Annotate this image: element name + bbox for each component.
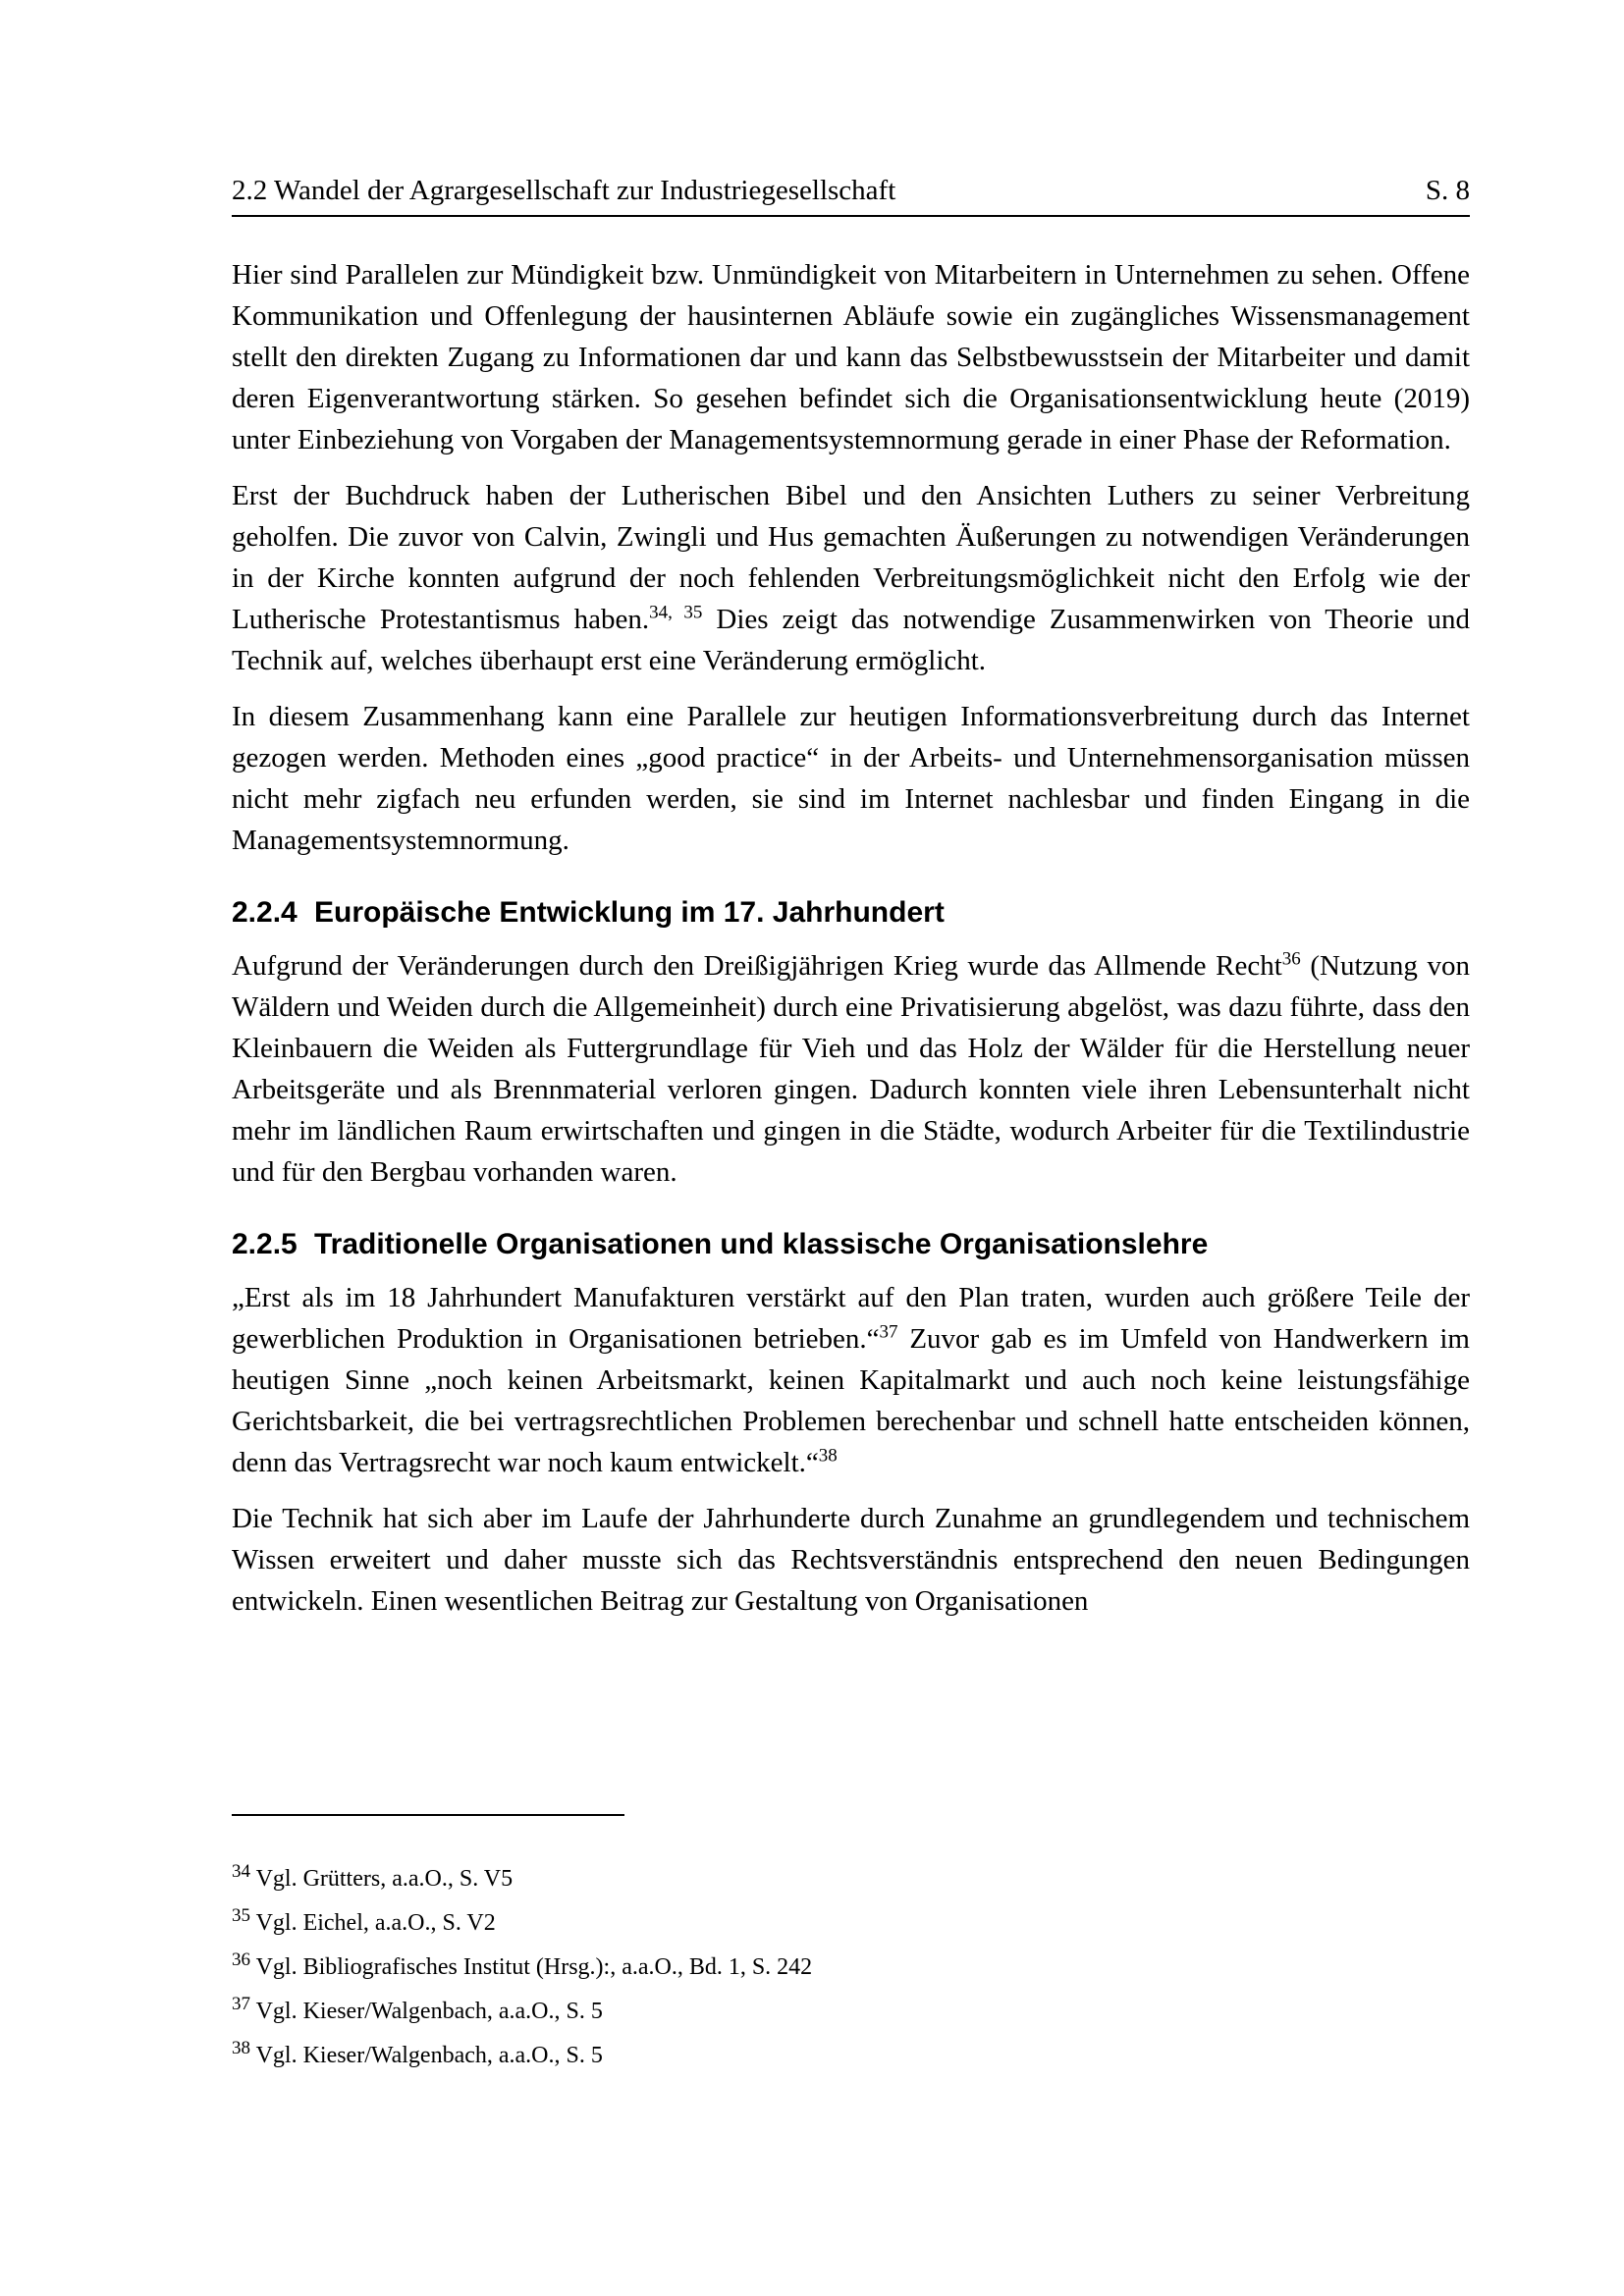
- footnotes-list: [232, 1857, 1470, 2078]
- footnote-separator: [232, 1814, 624, 1816]
- footnote: $^{35}$ Vgl. Eichel, a.a.O., S. V2: [232, 1905, 496, 1936]
- header-page-number: S. 8: [1425, 175, 1470, 206]
- footnote: $^{37}$ Vgl. Kieser/Walgenbach, a.a.O., S. 5: [232, 1994, 603, 2024]
- footnote-number: 38: [232, 2038, 250, 2058]
- footnote-number: 35: [232, 1905, 250, 1926]
- footnote-reference: 34, 35: [649, 602, 703, 623]
- paragraph: „Erst als im 18 Jahrhundert Manufakturen verstärkt auf den Plan traten, wurden auch größere Teile der gewerblichen Produktion in Organisationen betrieben.“$^{37}$ Zuvor gab es im Umfeld von Handwerkern im heutigen Sinne „noch keinen Arbeitsmarkt, keinen Kapitalmarkt und auch noch keine leistungsfähige Gerichtsbarkeit, die bei vertragsrechtlichen Problemen berechenbar und schnell hatte entscheiden können, denn das Vertragsrecht war noch kaum entwickelt.“$^{38}$: [232, 1282, 1470, 1478]
- footnote-reference: 37: [879, 1321, 898, 1343]
- footnote-reference: 38: [818, 1445, 838, 1467]
- document-page: [232, 175, 1470, 1636]
- footnote-number: 37: [232, 1994, 250, 2014]
- paragraph: Aufgrund der Veränderungen durch den Dreißigjährigen Krieg wurde das Allmende Recht$^{36}$ (Nutzung von Wäldern und Weiden durch die Allgemeinheit) durch eine Privatisierung abgelöst, was dazu führte, dass den Kleinbauern die Weiden als Futtergrundlage für Vieh und das Holz der Wälder für die Herstellung neuer Arbeitsgeräte und als Brennmaterial verloren gingen. Dadurch konnten viele ihren Lebensunterhalt nicht mehr im ländlichen Raum erwirtschaften und gingen in die Städte, wodurch Arbeiter für die Textilindustrie und für den Bergbau vorhanden waren.: [232, 948, 1470, 1188]
- footnote: $^{38}$ Vgl. Kieser/Walgenbach, a.a.O., S. 5: [232, 2038, 603, 2068]
- page-body: [232, 254, 1470, 1622]
- section-number: 2.2.5: [232, 1228, 298, 1260]
- footnote-number: 36: [232, 1949, 250, 1970]
- section-title: Europäische Entwicklung im 17. Jahrhundert: [314, 896, 945, 929]
- footnote: $^{34}$ Vgl. Grütters, a.a.O., S. V5: [232, 1861, 514, 1892]
- paragraph: Die Technik hat sich aber im Laufe der Jahrhunderte durch Zunahme an grundlegendem und technischem Wissen erweitert und daher musste sich das Rechtsverständnis entsprechend den neuen Bedingungen entwickeln. Einen wesentlichen Beitrag zur Gestaltung von Organisationen: [232, 1503, 1470, 1617]
- paragraph: Hier sind Parallelen zur Mündigkeit bzw. Unmündigkeit von Mitarbeitern in Unternehmen zu sehen. Offene Kommunikation und Offenlegung der hausinternen Abläufe sowie ein zugängliches Wissensmanagement stellt den direkten Zugang zu Informationen dar und kann das Selbstbewusstsein der Mitarbeiter und damit deren Eigenverantwortung stärken. So gesehen befindet sich die Organisationsentwicklung heute (2019) unter Einbeziehung von Vorgaben der Managementsystemnormung gerade in einer Phase der Reformation.: [232, 259, 1470, 455]
- section-heading: [232, 1228, 1470, 1261]
- paragraph: Erst der Buchdruck haben der Lutherischen Bibel und den Ansichten Luthers zu seiner Verbreitung geholfen. Die zuvor von Calvin, Zwingli und Hus gemachten Äußerungen zu notwendigen Veränderungen in der Kirche konnten aufgrund der noch fehlenden Verbreitungsmöglichkeit nicht den Erfolg wie der Lutherische Protestantismus haben.$^{34, 35}$ Dies zeigt das notwendige Zusammenwirken von Theorie und Technik auf, welches überhaupt erst eine Veränderung ermöglicht.: [232, 480, 1470, 676]
- footnote-number: 34: [232, 1861, 250, 1882]
- page-header: [232, 175, 1470, 217]
- header-section-title: 2.2 Wandel der Agrargesellschaft zur Industriegesellschaft: [232, 175, 896, 206]
- footnote: $^{36}$ Vgl. Bibliografisches Institut (Hrsg.):, a.a.O., Bd. 1, S. 242: [232, 1949, 813, 1980]
- paragraph: In diesem Zusammenhang kann eine Parallele zur heutigen Informationsverbreitung durch das Internet gezogen werden. Methoden eines „good practice“ in der Arbeits- und Unternehmensorganisation müssen nicht mehr zigfach neu erfunden werden, sie sind im Internet nachlesbar und finden Eingang in die Managementsystemnormung.: [232, 701, 1470, 856]
- section-heading: [232, 896, 1470, 930]
- section-number: 2.2.4: [232, 896, 298, 929]
- footnotes-section: [232, 1814, 1470, 2078]
- section-title: Traditionelle Organisationen und klassische Organisationslehre: [314, 1228, 1209, 1260]
- footnote-reference: 36: [1281, 948, 1301, 970]
